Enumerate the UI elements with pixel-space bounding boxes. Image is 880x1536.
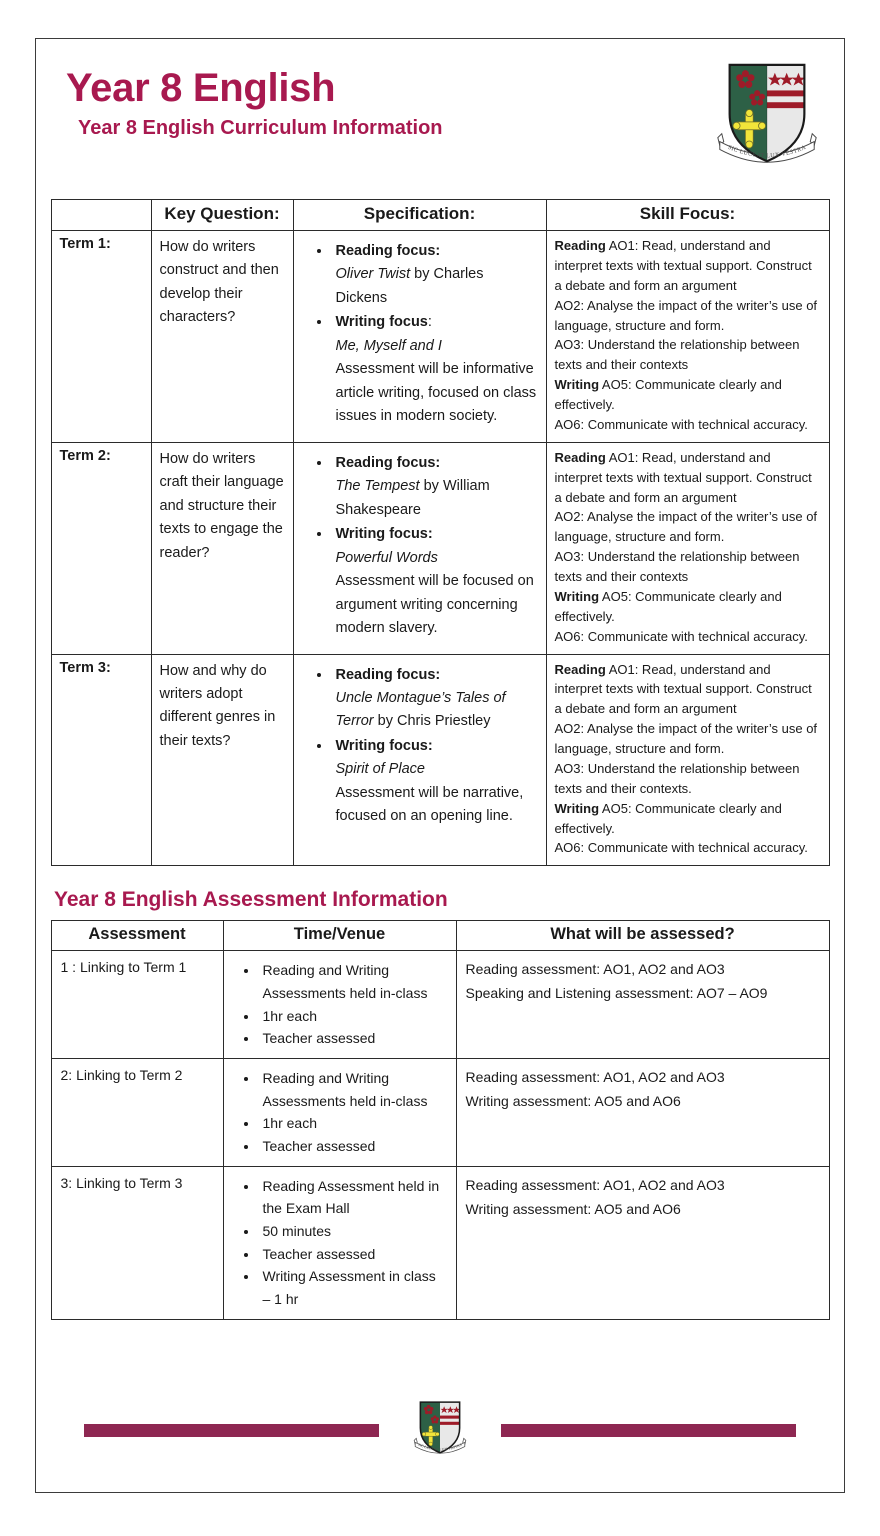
time-venue-item: • Reading and Writing Assessments held in-class — [259, 1067, 447, 1112]
key-question-text: How do writers craft their language and structure their texts to engage the reader? — [151, 442, 293, 654]
what-assessed-line: Reading assessment: AO1, AO2 and AO3 — [465, 1176, 725, 1193]
column-header-skill-focus: Skill Focus: — [546, 200, 829, 231]
document-header — [36, 39, 844, 189]
specification-cell — [293, 442, 546, 654]
skill-focus-line: Writing AO5: Communicate clearly and effectively. — [554, 800, 782, 836]
column-header-specification: Specification: — [293, 200, 546, 231]
specification-label: Writing focus: — [335, 737, 433, 754]
specification-item: • Reading focus: Oliver Twist by Charles Dickens — [332, 240, 538, 310]
skill-focus-cell — [546, 654, 829, 866]
specification-title: The Tempest — [335, 478, 420, 495]
skill-focus-line: AO3: Understand the relationship between texts and their contexts. — [554, 760, 800, 796]
time-venue-item: • Teacher assessed — [259, 1135, 447, 1158]
assessment-header-row — [51, 921, 829, 951]
skill-focus-line: Reading AO1: Read, understand and interpret texts with textual support. Construct a debate and form an argument — [554, 661, 812, 717]
crest-motto-footer: SIC LUCEAT LUX VESTRA — [417, 1442, 463, 1452]
skill-focus-line: Reading AO1: Read, understand and interpret texts with textual support. Construct a debate and form an argument — [554, 238, 812, 293]
specification-title: Powerful Words — [335, 549, 438, 566]
skill-focus-label: Reading — [554, 661, 606, 677]
page-subtitle: Year 8 English Curriculum Information — [78, 117, 443, 139]
table-row — [51, 442, 829, 654]
specification-item: • Reading focus: The Tempest by William Shakespeare — [332, 452, 538, 522]
skill-focus-line: AO6: Communicate with technical accuracy. — [554, 840, 808, 856]
specification-item: • Reading focus: Uncle Montague’s Tales of Terror by Chris Priestley — [332, 664, 538, 734]
skill-focus-line: AO2: Analyse the impact of the writer’s use of language, structure and form. — [554, 721, 818, 756]
document-footer — [36, 1386, 844, 1478]
skill-focus-line: AO2: Analyse the impact of the writer’s use of language, structure and form. — [554, 509, 818, 545]
specification-title: Oliver Twist — [335, 266, 411, 283]
time-venue-cell — [223, 1166, 456, 1319]
column-header-time-venue: Time/Venue — [223, 921, 456, 951]
time-venue-item: • Writing Assessment in class – 1 hr — [259, 1265, 447, 1310]
term-label: Term 1: — [51, 231, 151, 443]
skill-focus-line: AO2: Analyse the impact of the writer’s use of language, structure and form. — [554, 297, 818, 333]
term-label: Term 2: — [51, 442, 151, 654]
key-question-text: How and why do writers adopt different genres in their texts? — [151, 654, 293, 866]
skill-focus-line: AO3: Understand the relationship between texts and their contexts — [554, 337, 800, 373]
specification-cell — [293, 231, 546, 443]
specification-body: Assessment will be focused on argument writing concerning modern slavery. — [335, 573, 534, 637]
what-assessed-line: Speaking and Listening assessment: AO7 – AO9 — [465, 985, 768, 1002]
assessment-name: 2: Linking to Term 2 — [51, 1058, 223, 1166]
school-crest-icon-footer — [409, 1386, 471, 1472]
what-assessed-line: Writing assessment: AO5 and AO6 — [465, 1200, 681, 1217]
what-assessed-line: Reading assessment: AO1, AO2 and AO3 — [465, 961, 725, 978]
decorative-bar-left — [84, 1424, 379, 1437]
crest-motto: SIC LUCEAT LUX VESTRA — [726, 144, 808, 160]
time-venue-item: • 1hr each — [259, 1005, 447, 1028]
column-header-key-question: Key Question: — [151, 200, 293, 231]
skill-focus-label: Reading — [554, 238, 606, 253]
specification-item — [332, 735, 538, 829]
skill-focus-line: Writing AO5: Communicate clearly and effectively. — [554, 377, 782, 412]
specification-cell — [293, 654, 546, 866]
time-venue-item: • Reading and Writing Assessments held in-class — [259, 959, 447, 1004]
skill-focus-line: AO6: Communicate with technical accuracy. — [554, 628, 808, 644]
specification-body: Assessment will be informative article writing, focused on class issues in modern society. — [335, 361, 537, 425]
assessment-row — [51, 951, 829, 1059]
column-header-assessment: Assessment — [51, 921, 223, 951]
skill-focus-line: AO3: Understand the relationship between texts and their contexts — [554, 549, 800, 584]
assessment-row — [51, 1058, 829, 1166]
what-assessed-line: Reading assessment: AO1, AO2 and AO3 — [465, 1068, 725, 1085]
term-label: Term 3: — [51, 654, 151, 866]
page-title: Year 8 English — [66, 66, 336, 110]
skill-focus-cell — [546, 442, 829, 654]
specification-title: Me, Myself and I — [335, 337, 442, 354]
time-venue-cell — [223, 1058, 456, 1166]
time-venue-cell — [223, 951, 456, 1059]
assessment-section-heading: Year 8 English Assessment Information — [54, 888, 448, 912]
time-venue-item: • Teacher assessed — [259, 1027, 447, 1050]
time-venue-item: • Reading Assessment held in the Exam Hall — [259, 1175, 447, 1220]
skill-focus-cell — [546, 231, 829, 443]
specification-title: Uncle Montague’s Tales of Terror — [335, 689, 506, 730]
table-row — [51, 654, 829, 866]
document-page — [35, 38, 845, 1493]
what-assessed-cell — [456, 951, 829, 1059]
curriculum-table — [51, 199, 830, 866]
specification-label: Writing focus — [335, 314, 428, 331]
skill-focus-line: Reading AO1: Read, understand and interpret texts with textual support. Construct a debate and form an argument — [554, 449, 812, 505]
table-row — [51, 231, 829, 443]
skill-focus-line: AO6: Communicate with technical accuracy. — [554, 416, 808, 432]
skill-focus-label: Reading — [554, 449, 606, 465]
assessment-table — [51, 920, 830, 1319]
time-venue-item: • 50 minutes — [259, 1220, 447, 1243]
assessment-name: 3: Linking to Term 3 — [51, 1166, 223, 1319]
table-header-row — [51, 200, 829, 231]
specification-label: Reading focus: — [335, 454, 441, 471]
skill-focus-line: Writing AO5: Communicate clearly and effectively. — [554, 588, 782, 624]
decorative-bar-right — [501, 1424, 796, 1437]
column-header-what-assessed: What will be assessed? — [456, 921, 829, 951]
key-question-text: How do writers construct and then develop their characters? — [151, 231, 293, 443]
skill-focus-label: Writing — [554, 588, 600, 604]
specification-label: Reading focus: — [335, 243, 441, 259]
what-assessed-cell — [456, 1166, 829, 1319]
skill-focus-label: Writing — [554, 800, 600, 816]
what-assessed-cell — [456, 1058, 829, 1166]
column-header-blank — [51, 200, 151, 231]
time-venue-item: • 1hr each — [259, 1112, 447, 1135]
specification-label: Writing focus: — [335, 526, 433, 543]
specification-item — [332, 523, 538, 640]
specification-title: Spirit of Place — [335, 761, 425, 778]
what-assessed-line: Writing assessment: AO5 and AO6 — [465, 1093, 681, 1110]
time-venue-item: • Teacher assessed — [259, 1243, 447, 1266]
assessment-row — [51, 1166, 829, 1319]
assessment-name: 1 : Linking to Term 1 — [51, 951, 223, 1059]
skill-focus-label: Writing — [554, 377, 600, 393]
specification-body: Assessment will be narrative, focused on an opening line. — [335, 784, 524, 825]
specification-item: • Writing focus: Me, Myself and I Assessment will be informative article writing, focused on class issues in modern society. — [332, 311, 538, 428]
specification-label: Reading focus: — [335, 666, 441, 683]
school-crest-icon — [708, 51, 826, 181]
